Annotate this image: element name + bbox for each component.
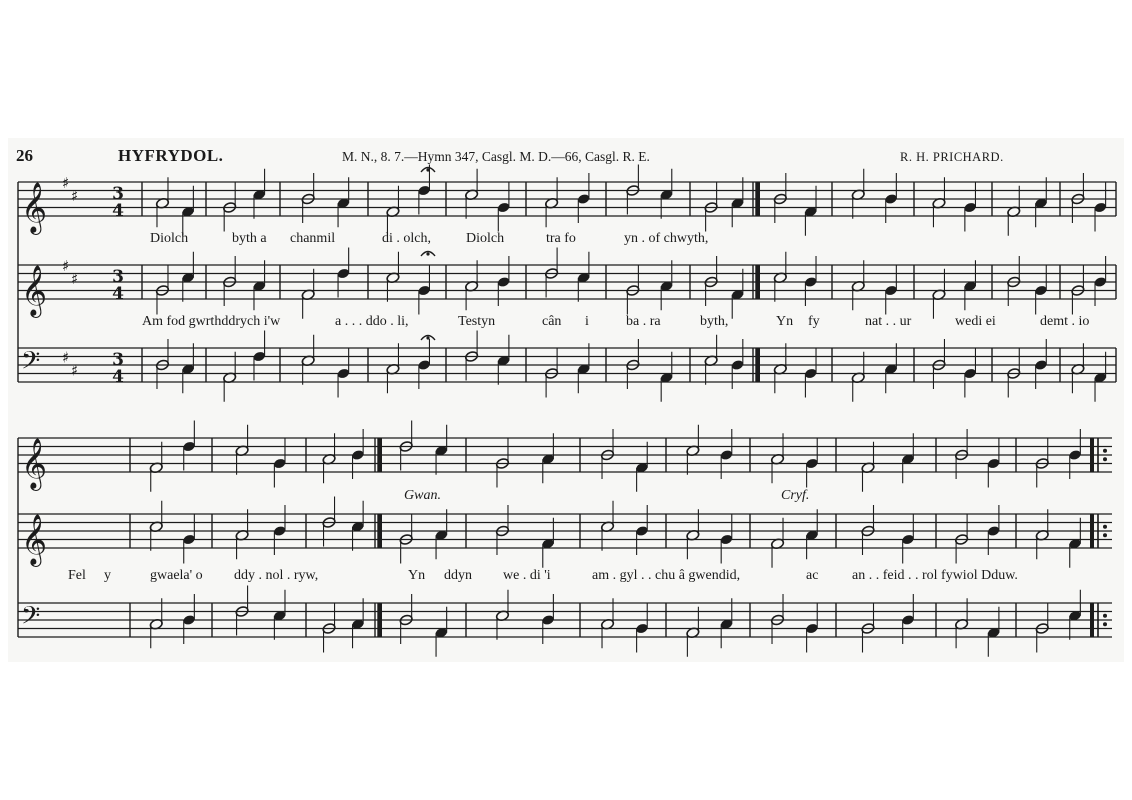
lyric-syllable: y [104, 568, 111, 583]
lyric-syllable: yn . of chwyth, [624, 231, 709, 246]
sharp-sign: ♯ [62, 348, 70, 367]
double-barline [378, 438, 382, 472]
lyric-syllable: Diolch [150, 231, 189, 246]
lyric-syllable: we . di 'i [503, 568, 551, 583]
dynamic-marking: Gwan. [404, 488, 441, 503]
time-signature-bottom: 4 [112, 367, 124, 387]
repeat-dot [1103, 622, 1107, 626]
sharp-sign: ♯ [62, 257, 70, 275]
lyrics-line-2 [0, 314, 1132, 332]
lyric-syllable: Yn [776, 314, 794, 329]
lyric-syllable: Diolch [466, 231, 505, 246]
treble-clef: 𝄞 [21, 514, 48, 565]
lyric-syllable: cân [542, 314, 562, 329]
fermata-dot [426, 336, 429, 339]
lyric-syllable: ac [806, 568, 819, 583]
sharp-sign: ♯ [71, 269, 79, 288]
bass-clef: 𝄢 [21, 346, 41, 382]
lyric-syllable: Fel [68, 568, 86, 583]
double-barline [756, 348, 760, 382]
repeat-dot [1103, 449, 1107, 453]
final-barline [1090, 438, 1094, 472]
repeat-dot [1103, 525, 1107, 529]
lyrics-line-1 [0, 231, 1132, 249]
lyric-syllable: gwaela' o [150, 568, 203, 583]
lyric-syllable: Yn [408, 568, 426, 583]
fermata-dot [426, 168, 429, 171]
meter-info: M. N., 8. 7.—Hymn 347, Casgl. M. D.—66, Casgl. R. E. [342, 149, 650, 164]
time-signatures [112, 184, 124, 387]
composer-name: R. H. PRICHARD. [900, 150, 1004, 164]
treble-clef: 𝄞 [21, 438, 48, 489]
time-signature-top: 3 [112, 267, 124, 287]
lyric-syllable: chanmil [290, 231, 336, 246]
sharp-sign: ♯ [71, 186, 79, 205]
lyric-syllable: am . gyl . . chu â gwendid, [592, 568, 741, 583]
double-barline [378, 514, 382, 548]
lyric-syllable: ba . ra [626, 314, 661, 329]
double-barline [378, 603, 382, 637]
repeat-dot [1103, 457, 1107, 461]
final-barline [1090, 514, 1094, 548]
time-signature-top: 3 [112, 350, 124, 370]
treble-clef: 𝄞 [21, 265, 48, 316]
lyrics-line-3 [0, 568, 1132, 586]
sharp-sign: ♯ [71, 361, 79, 380]
time-signature-bottom: 4 [112, 284, 124, 304]
lyric-syllable: an . . feid . . rol fywiol Dduw. [852, 568, 1018, 583]
double-barline [756, 265, 760, 299]
lyric-syllable: wedi ei [955, 314, 996, 329]
dynamic-marking: Cryf. [781, 488, 810, 503]
lyric-syllable: i [585, 314, 589, 329]
final-barline [1090, 603, 1094, 637]
lyric-syllable: a . . . ddo . li, [335, 314, 409, 329]
repeat-dot [1103, 614, 1107, 618]
lyric-syllable: Testyn [458, 314, 496, 329]
sharp-sign: ♯ [62, 174, 70, 192]
double-barline [756, 182, 760, 216]
treble-clef: 𝄞 [21, 182, 48, 233]
lyric-syllable: ddy . nol . ryw, [234, 568, 319, 583]
hymn-title: HYFRYDOL. [118, 146, 224, 165]
lyric-syllable: byth, [700, 314, 729, 329]
lyric-syllable: fy [808, 314, 820, 329]
lyric-syllable: ddyn [444, 568, 472, 583]
lyric-syllable: di . olch, [382, 231, 431, 246]
repeat-dot [1103, 533, 1107, 537]
lyric-syllable: tra fo [546, 231, 576, 246]
lyric-syllable: byth a [232, 231, 267, 246]
time-signature-bottom: 4 [112, 201, 124, 221]
bass-clef: 𝄢 [21, 601, 41, 637]
fermata-dot [426, 252, 429, 255]
lyric-syllable: nat . . ur [865, 314, 912, 329]
page-number: 26 [16, 146, 33, 165]
lyric-syllable: demt . io [1040, 314, 1090, 329]
time-signature-top: 3 [112, 184, 124, 204]
lyric-syllable: Am fod gwrthddrych i'w [142, 314, 281, 329]
